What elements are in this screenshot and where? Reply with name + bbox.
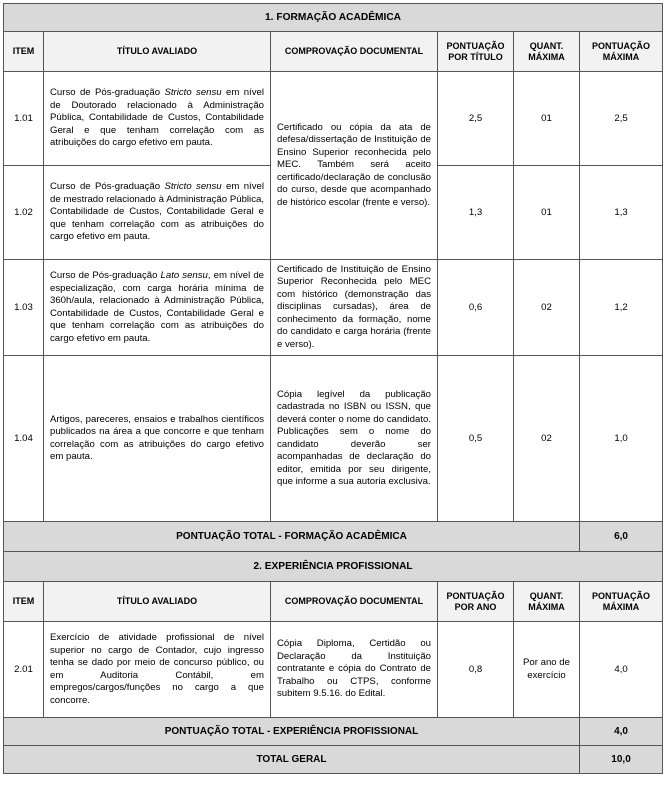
titulo-text-a: Curso de Pós-graduação [50, 270, 161, 281]
pontuacao-cell: 2,5 [438, 72, 514, 166]
score-table [3, 3, 663, 774]
section1-total-value: 6,0 [580, 522, 663, 552]
item-cell: 1.01 [4, 72, 44, 166]
section2-total-row [4, 718, 663, 746]
header-comprovacao: COMPROVAÇÃO DOCUMENTAL [271, 582, 438, 622]
item-cell: 1.03 [4, 260, 44, 356]
titulo-text-em: Stricto sensu [164, 87, 222, 99]
maxima-cell: 2,5 [580, 72, 663, 166]
titulo-text-b: , em nível de especialização, com carga horária mínima de 360h/aula, relacionado à Administração Pública, Contabilidade de Custos, Contabilidade Geral e que tenham correlação com as atribuições do cargo efetivo em pauta. [50, 270, 264, 344]
section1-total-row [4, 522, 663, 552]
header-pontuacao-max: PONTUAÇÃO MÁXIMA [580, 582, 663, 622]
maxima-cell: 4,0 [580, 622, 663, 718]
titulo-text-em: Lato sensu [160, 270, 208, 281]
item-cell: 1.02 [4, 166, 44, 260]
header-quant: QUANT. MÁXIMA [514, 582, 580, 622]
pontuacao-cell: 0,8 [438, 622, 514, 718]
quant-cell: 01 [514, 72, 580, 166]
titulo-cell [44, 260, 271, 356]
maxima-cell: 1,0 [580, 356, 663, 522]
titulo-text-a: Curso de Pós-graduação [50, 87, 165, 99]
section2-total-value: 4,0 [580, 718, 663, 746]
total-geral-value: 10,0 [580, 746, 663, 774]
titulo-text-b: em nível de mestrado relacionado à Administração Pública, Contabilidade de Custos, Contabilidade Geral e que tenham correlação com as atribuições do cargo efetivo em pauta. [50, 181, 264, 243]
section1-title: 1. FORMAÇÃO ACADÊMICA [4, 4, 663, 32]
section1-header-row [4, 32, 663, 72]
header-pontuacao: PONTUAÇÃO POR ANO [438, 582, 514, 622]
header-titulo: TÍTULO AVALIADO [44, 32, 271, 72]
header-pontuacao-max: PONTUAÇÃO MÁXIMA [580, 32, 663, 72]
header-item: ITEM [4, 582, 44, 622]
comprovacao-cell-shared: Certificado ou cópia da ata de defesa/dissertação de Instituição de Ensino Superior reconhecida pelo MEC. Também será aceito certificado/declaração de conclusão do curso, desde que acompanhado de histórico escolar (frente e verso). [271, 72, 438, 260]
header-item: ITEM [4, 32, 44, 72]
item-cell: 2.01 [4, 622, 44, 718]
quant-cell: 01 [514, 166, 580, 260]
header-quant: QUANT. MÁXIMA [514, 32, 580, 72]
quant-cell: Por ano de exercício [514, 622, 580, 718]
total-geral-row [4, 746, 663, 774]
section1-total-label: PONTUAÇÃO TOTAL - FORMAÇÃO ACADÊMICA [4, 522, 580, 552]
maxima-cell: 1,2 [580, 260, 663, 356]
titulo-text-em: Stricto sensu [164, 181, 222, 193]
pontuacao-cell: 0,5 [438, 356, 514, 522]
maxima-cell: 1,3 [580, 166, 663, 260]
section2-total-label: PONTUAÇÃO TOTAL - EXPERIÊNCIA PROFISSIONAL [4, 718, 580, 746]
titulo-cell [44, 166, 271, 260]
titulo-text-b: em nível de Doutorado relacionado à Administração Pública, Contabilidade de Custos, Contabilidade Geral e que tenham correlação com as atribuições do cargo efetivo em pauta. [50, 87, 264, 149]
item-cell: 1.04 [4, 356, 44, 522]
quant-cell: 02 [514, 260, 580, 356]
comprovacao-cell: Certificado de Instituição de Ensino Superior Reconhecida pelo MEC com histórico (demonstração das disciplinas cursadas), área de conhecimento da formação, nome do candidato e carga horária (frente e verso). [271, 260, 438, 356]
comprovacao-cell: Cópia Diploma, Certidão ou Declaração da Instituição contratante e cópia do Contrato de Trabalho ou CTPS, conforme subitem 9.5.16. do Edital. [271, 622, 438, 718]
score-table-wrapper [3, 3, 663, 774]
header-pontuacao: PONTUAÇÃO POR TÍTULO [438, 32, 514, 72]
titulo-cell: Artigos, pareceres, ensaios e trabalhos científicos publicados na área a que concorre e que tenham correlação com as atribuições do cargo efetivo em pauta. [44, 356, 271, 522]
pontuacao-cell: 1,3 [438, 166, 514, 260]
comprovacao-cell: Cópia legível da publicação cadastrada no ISBN ou ISSN, que deverá conter o nome do candidato. Publicações sem o nome do candidato deverão ser acompanhadas de declaração do editor, emitida por seu dirigente, que informe a sua autoria exclusiva. [271, 356, 438, 522]
total-geral-label: TOTAL GERAL [4, 746, 580, 774]
header-comprovacao: COMPROVAÇÃO DOCUMENTAL [271, 32, 438, 72]
header-titulo: TÍTULO AVALIADO [44, 582, 271, 622]
table-row [4, 72, 663, 166]
section2-header-row [4, 582, 663, 622]
titulo-cell [44, 72, 271, 166]
pontuacao-cell: 0,6 [438, 260, 514, 356]
quant-cell: 02 [514, 356, 580, 522]
table-row [4, 356, 663, 522]
table-row [4, 622, 663, 718]
table-row [4, 260, 663, 356]
section2-title: 2. EXPERIÊNCIA PROFISSIONAL [4, 552, 663, 582]
titulo-text-a: Curso de Pós-graduação [50, 181, 165, 193]
titulo-cell: Exercício de atividade profissional de nível superior no cargo de Contador, cujo ingresso tenha se dado por meio de concurso público, ou em Auditoria Contábil, em empregos/cargos/funções no cargo a que concorre. [44, 622, 271, 718]
